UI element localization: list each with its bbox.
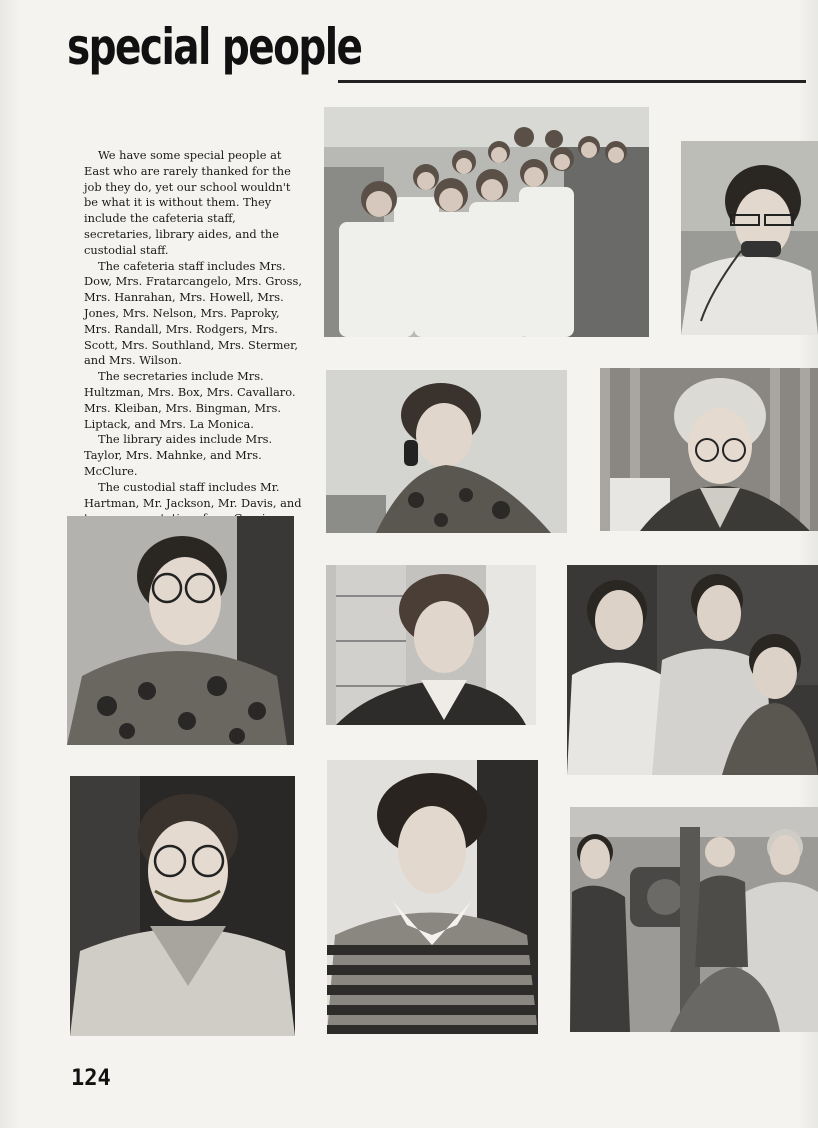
article-text [84, 148, 302, 543]
photo-woman-glasses-smiling [70, 776, 295, 1036]
photo-woman-on-phone-image [326, 370, 567, 533]
photo-woman-patterned-blouse [67, 516, 294, 745]
photo-secretary-phone [681, 141, 818, 335]
photo-secretary-phone-image [681, 141, 818, 335]
photo-woman-glasses-smiling-image [70, 776, 295, 1036]
photo-woman-on-phone [326, 370, 567, 533]
photo-woman-file-cabinets-image [326, 565, 536, 725]
photo-cafeteria-staff-image [324, 107, 649, 337]
photo-woman-striped-sweater [327, 760, 538, 1034]
page-number: 124 [71, 1066, 111, 1091]
paragraph-secretaries: The secretaries include Mrs. Hultzman, Mrs. Box, Mrs. Cavallaro. Mrs. Kleiban, Mrs. Bingman, Mrs. Liptack, and Mrs. La Monica. [84, 369, 296, 431]
paragraph-custodial: The custodial staff includes Mr. Hartman, Mr. Jackson, Mr. Davis, and [84, 479, 302, 510]
photo-woman-file-cabinets [326, 565, 536, 725]
photo-custodial-staff [570, 807, 818, 1032]
photo-library-aides [567, 565, 818, 775]
paragraph-library: The library aides include Mrs. Taylor, Mrs. Mahnke, and Mrs. McClure. [84, 432, 273, 478]
page-title: special people [67, 18, 362, 76]
photo-woman-striped-sweater-image [327, 760, 538, 1034]
photo-woman-patterned-blouse-image [67, 516, 294, 745]
paragraph-cafeteria: The cafeteria staff includes Mrs. Dow, Mrs. Fratarcangelo, Mrs. Gross, Mrs. Hanrahan, Mrs. Howell, Mrs. Jones, Mrs. Nelson, Mrs. Paproky, Mrs. Randall, Mrs. Rodgers, Mrs. Scott, Mrs. Southland, Mrs. Stermer, and Mrs. Wilson. [84, 258, 302, 368]
photo-smiling-woman-glasses-image [600, 368, 818, 531]
title-rule [338, 80, 806, 83]
photo-library-aides-image [567, 565, 818, 775]
photo-smiling-woman-glasses [600, 368, 818, 531]
paragraph-intro: We have some special people at East who are rarely thanked for the job they do, yet our school wouldn't be what it is without them. They include the cafeteria staff, secretaries, library aides, and the custodial staff. [84, 148, 291, 257]
photo-cafeteria-staff [324, 107, 649, 337]
photo-custodial-staff-image [570, 807, 818, 1032]
